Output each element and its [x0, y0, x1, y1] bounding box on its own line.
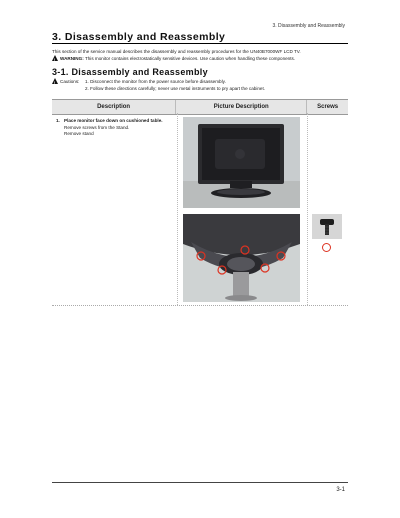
column-divider	[307, 113, 308, 305]
column-header-screws: Screws	[317, 104, 339, 110]
step-line-2: Remove screws from the Stand.	[64, 124, 130, 130]
footer-rule	[52, 482, 348, 483]
title-underline	[52, 43, 348, 44]
step-number: 1.	[56, 118, 60, 123]
tv-rear-photo	[183, 117, 300, 208]
page-number: 3-1	[336, 487, 345, 493]
table-header	[52, 99, 348, 115]
intro-text: This section of the service manual describes the disassembly and reassembly procedures for the UN40B7000WF LCD TV.	[52, 49, 301, 54]
column-divider	[177, 113, 178, 305]
running-header: 3. Disassembly and Reassembly	[272, 23, 345, 29]
caution-row-2	[52, 85, 265, 92]
column-header-description: Description	[52, 100, 176, 114]
step-1	[56, 118, 174, 138]
screw-marker-icon	[322, 243, 331, 252]
table-bottom-border	[52, 305, 348, 306]
step-line-3: Remove stand	[64, 131, 94, 136]
section-title: 3. Disassembly and Reassembly	[52, 31, 226, 43]
cautions-block	[52, 78, 265, 92]
warning-label: WARNING:	[60, 56, 84, 61]
warning-text: This monitor contains electrostatically sensitive devices. Use caution when handling these components.	[84, 56, 296, 61]
column-header-picture: Picture Description	[176, 100, 307, 114]
screw-photo	[312, 214, 342, 239]
caution-icon	[52, 78, 58, 84]
caution-item-2: 2. Follow these directions carefully; never use metal instruments to pry apart the cabinet.	[85, 86, 266, 91]
warning-line	[52, 55, 301, 62]
cautions-label: !Cautions:	[52, 78, 85, 85]
subsection-title: 3-1. Disassembly and Reassembly	[52, 67, 208, 77]
stand-closeup-photo	[183, 214, 300, 302]
intro-block	[52, 48, 301, 62]
caution-row-1	[52, 78, 265, 85]
caution-item-1: 1. Disconnect the monitor from the power source before disassembly.	[85, 79, 226, 84]
step-line-1: Place monitor face down on cushioned table.	[64, 118, 163, 123]
warning-icon	[52, 55, 58, 61]
